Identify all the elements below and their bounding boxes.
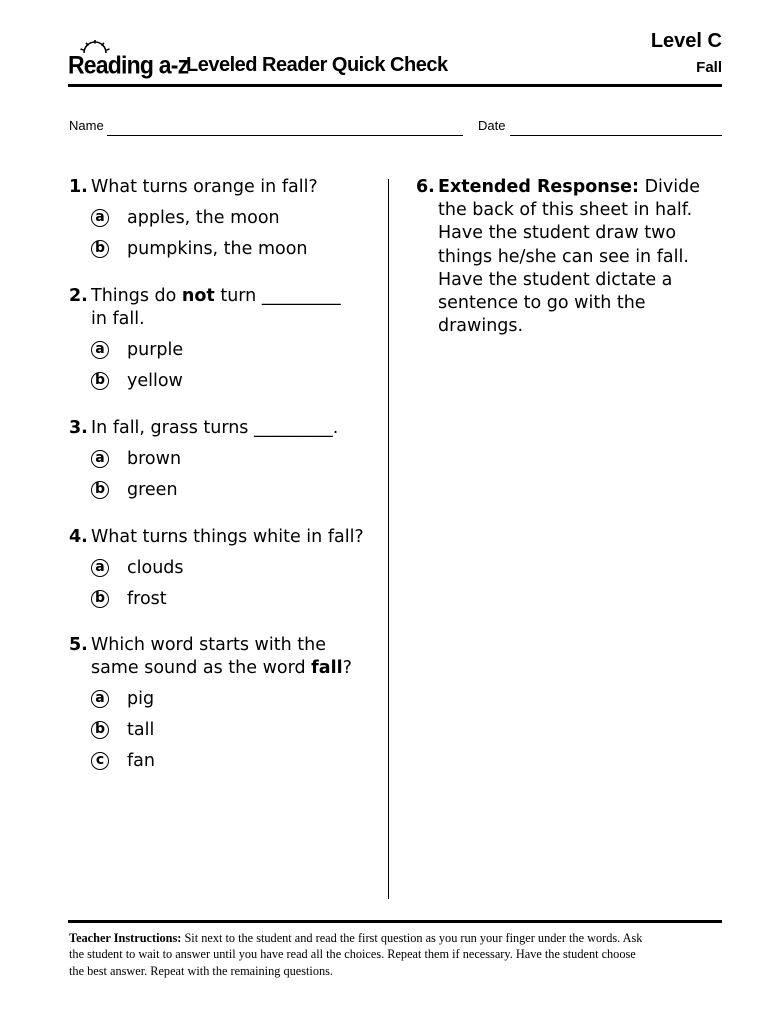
question-stem: in fall. [91, 309, 145, 330]
header-title: Leveled Reader Quick Check [186, 54, 448, 76]
book-title: Fall [696, 59, 722, 76]
answer-bubble-icon[interactable]: b [91, 240, 109, 258]
question-stem: Things do not turn _________ [91, 286, 341, 306]
column-divider [388, 179, 389, 899]
teacher-instructions-label: Teacher Instructions: [69, 931, 182, 945]
extended-response-label: Extended Response: [438, 177, 640, 197]
level-label: Level C [650, 30, 722, 52]
answer-bubble-icon[interactable]: a [91, 341, 109, 359]
answer-bubble-icon[interactable]: b [91, 481, 109, 499]
answer-option-text: purple [127, 340, 184, 361]
question-stem: What turns orange in fall? [91, 177, 318, 197]
answer-option-text: yellow [127, 371, 183, 392]
question-number: 2. [69, 286, 88, 306]
question-number: 6. [416, 177, 435, 197]
question-stem: same sound as the word fall? [91, 658, 352, 679]
answer-bubble-icon[interactable]: b [91, 721, 109, 739]
question-stem: In fall, grass turns _________. [91, 418, 339, 438]
date-label: Date [478, 118, 506, 133]
answer-option-text: apples, the moon [127, 208, 280, 228]
answer-bubble-icon[interactable]: a [91, 559, 109, 577]
answer-option-text: pumpkins, the moon [127, 239, 308, 259]
answer-option-text: tall [127, 720, 155, 741]
question-number: 1. [69, 177, 88, 197]
reading-az-logo [68, 42, 189, 79]
answer-option-text: fan [127, 751, 155, 772]
question-number: 3. [69, 418, 88, 438]
teacher-instructions: Teacher Instructions: Sit next to the student and read the first question as you run your finger under the words. Ask the student to wait to answer until you have read all the choices. Repeat them if necessary. Have the student choose the best answer. Repeat with the remaining questions. [69, 931, 643, 978]
answer-option-text: frost [127, 589, 167, 609]
name-label: Name [69, 118, 104, 133]
logo-text: Reading a-z [68, 50, 189, 79]
date-field[interactable] [510, 135, 722, 136]
question-stem: What turns things white in fall? [91, 527, 364, 547]
name-field[interactable] [107, 135, 463, 136]
answer-bubble-icon[interactable]: b [91, 590, 109, 608]
question-stem: Extended Response: Divide the back of this sheet in half. Have the student draw two things he/she can see in fall. Have the student dictate a sentence to go with the drawings. [438, 177, 701, 337]
question-stem: Which word starts with the [91, 635, 326, 655]
answer-bubble-icon[interactable]: a [91, 690, 109, 708]
answer-option-text: pig [127, 689, 155, 710]
answer-bubble-icon[interactable]: a [91, 209, 109, 227]
answer-bubble-icon[interactable]: b [91, 372, 109, 390]
question-number: 4. [69, 527, 88, 547]
answer-option-text: clouds [127, 558, 184, 578]
answer-option-text: brown [127, 449, 182, 469]
answer-option-text: green [127, 480, 178, 500]
footer-rule [68, 920, 722, 923]
header-rule [68, 84, 722, 87]
question-number: 5. [69, 635, 88, 655]
answer-bubble-icon[interactable]: a [91, 450, 109, 468]
answer-bubble-icon[interactable]: c [91, 752, 109, 770]
